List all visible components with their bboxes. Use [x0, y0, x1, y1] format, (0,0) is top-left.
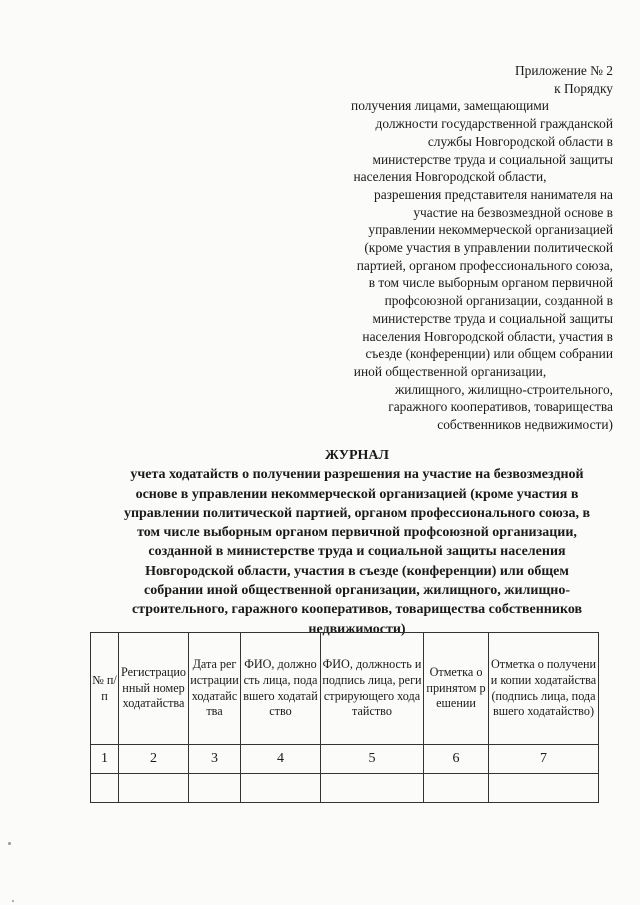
journal-subtitle-line: управлении политической партией, органом профессионального союза, в	[123, 505, 591, 521]
annex-line: к Порядку	[554, 80, 613, 96]
journal-subtitle-line: собрании иной общественной организации, жилищного, жилищно-	[144, 583, 570, 599]
empty-cell	[321, 774, 424, 803]
annex-line: партией, органом профессионального союза,	[356, 257, 613, 273]
column-number-cell: 1	[91, 745, 119, 774]
journal-subtitle-line: Новгородской области, участия в съезде (конференции) или общем	[145, 563, 569, 579]
annex-line: управлении некоммерческой организацией	[368, 222, 613, 238]
table-empty-row	[91, 774, 599, 803]
annex-line: иной общественной организации,	[353, 363, 547, 379]
annex-line: получения лицами, замещающими	[351, 98, 549, 114]
column-number-cell: 5	[321, 745, 424, 774]
empty-cell	[119, 774, 189, 803]
annex-line: населения Новгородской области,	[353, 169, 547, 185]
column-number-cell: 6	[424, 745, 489, 774]
header-cell-decision: Отметка о принятом решении	[424, 633, 489, 745]
annex-line: населения Новгородской области, участия в	[362, 328, 613, 344]
annex-line: профсоюзной организации, созданной в	[384, 293, 613, 309]
annex-line: в том числе выборным органом первичной	[368, 275, 613, 291]
journal-subtitle-line: учета ходатайств о получении разрешения на участие на безвозмездной	[130, 467, 584, 483]
empty-cell	[189, 774, 241, 803]
annex-line: должности государственной гражданской	[375, 116, 613, 132]
annex-line: съезде (конференции) или общем собрании	[365, 346, 613, 362]
annex-line: участие на безвозмездной основе в	[413, 204, 613, 220]
header-cell-registration-date: Дата регистрации ходатайства	[189, 633, 241, 745]
annex-line: собственников недвижимости)	[437, 417, 613, 433]
column-number-cell: 4	[241, 745, 321, 774]
annex-header	[293, 62, 613, 434]
header-cell-registrar: ФИО, должность и подпись лица, регистрирующего ходатайство	[321, 633, 424, 745]
header-cell-applicant: ФИО, должность лица, подавшего ходатайство	[241, 633, 321, 745]
column-number-cell: 3	[189, 745, 241, 774]
header-cell-registration-number: Регистрационный номер ходатайства	[119, 633, 189, 745]
column-number-cell: 2	[119, 745, 189, 774]
annex-line: службы Новгородской области в	[427, 133, 613, 149]
header-cell-copy-receipt: Отметка о получении копии ходатайства (подпись лица, подавшего ходатайство)	[489, 633, 599, 745]
empty-cell	[241, 774, 321, 803]
annex-line: гаражного кооперативов, товарищества	[388, 399, 613, 415]
journal-table	[90, 632, 599, 803]
scan-speck	[8, 842, 11, 845]
journal-title	[92, 446, 622, 639]
annex-line: разрешения представителя нанимателя на	[374, 186, 613, 202]
journal-subtitle-line: строительного, гаражного кооперативов, товарищества собственников	[131, 602, 583, 618]
table-number-row	[91, 745, 599, 774]
annex-line: Приложение № 2	[514, 63, 613, 78]
empty-cell	[91, 774, 119, 803]
empty-cell	[424, 774, 489, 803]
scan-speck	[12, 900, 14, 902]
column-number-cell: 7	[489, 745, 599, 774]
empty-cell	[489, 774, 599, 803]
annex-line: министерстве труда и социальной защиты	[372, 310, 613, 326]
table-header-row	[91, 633, 599, 745]
header-cell-number: № п/п	[91, 633, 119, 745]
annex-line: (кроме участия в управлении политической	[364, 240, 613, 256]
journal-heading: ЖУРНАЛ	[325, 448, 389, 463]
journal-subtitle-line: том числе выборным органом первичной профсоюзной организации,	[137, 525, 577, 541]
annex-line: министерстве труда и социальной защиты	[372, 151, 613, 167]
journal-subtitle-line: недвижимости)	[308, 621, 406, 637]
annex-line: жилищного, жилищно-строительного,	[394, 381, 613, 397]
journal-subtitle-line: созданной в министерстве труда и социальной защиты населения	[148, 544, 566, 560]
journal-subtitle-line: основе в управлении некоммерческой организацией (кроме участия в	[135, 486, 579, 502]
